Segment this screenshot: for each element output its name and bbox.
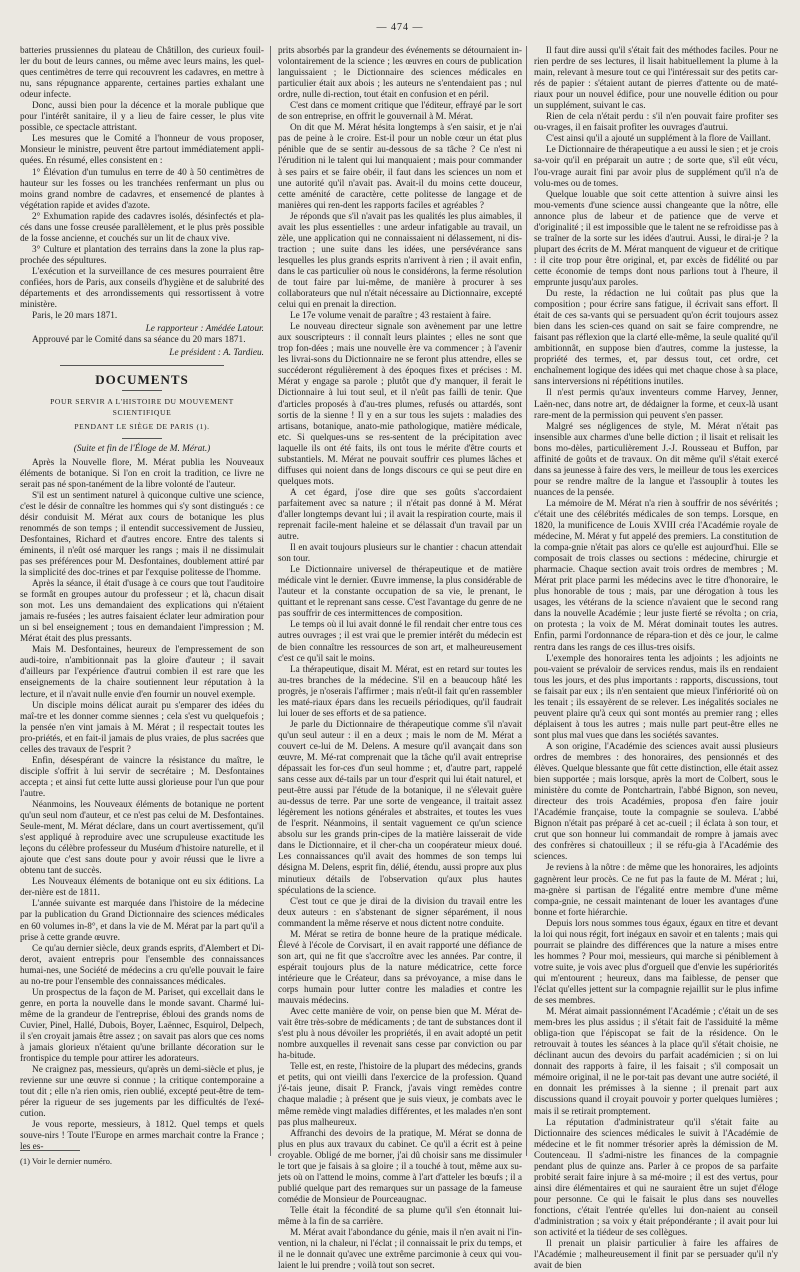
paragraph: Quelque louable que soit cette attention à suivre ainsi les mou-vements d'une science aussi changeante que la nôtre, elle annonce plus de labeur et de patience que de verve et d'originalité ; il est impossible que le talent ne se refroidisse pas à se traîner de la sorte sur les idées d'autrui. Aussi, le dirai-je ? la plupart des écrits de M. Mérat manquent de vigueur et de critique : il cite trop pour être original, et, par excès de fidélité ou par cette économie de temps dont nous parlions tout à l'heure, il emprunte jusqu'aux paroles. (534, 189, 778, 288)
paragraph: Affranchi des devoirs de la pratique, M. Mérat se donna de plus en plus aux travaux du cabinet. Ce qu'il a écrit est à peine croyable. Obligé de me borner, j'ai dû choisir sans me dissimuler le tort que je faisais à sa gloire ; il a touché à tout, même aux su-jets où on l'attend le moins, comme à l'art d'atteler les bœufs ; il a publié quelque part des remarques sur un passage de la fameuse comédie de Monsieur de Pourceaugnac. (278, 1128, 522, 1205)
paragraph: Le 17e volume venait de paraître ; 43 restaient à faire. (290, 311, 492, 322)
paragraph: Depuis lors nous sommes tous égaux, égaux en titre et devant la loi qui nous régit, fort inégaux en savoir et en talents ; mais qui pourrait se plaindre des différences que la nature a mises entre les hommes ? Pour moi, messieurs, qui marche si péniblement à votre suite, je vois avec plus d'orgueil que d'envie les supériorités qui m'entourent ; heureux, dans ma faiblesse, de penser que l'éclat qu'elles jettent sur la compagnie rejaillit sur le plus infime de ses membres. (534, 918, 778, 1007)
paragraph: La réputation d'administrateur qu'il s'était faite au Dictionnaire des sciences médicales le suivit à l'Académie de médecine et le fit nommer trésorier après la démission de M. Coutenceau. Il s'admi-nistre les finances de la compagnie pendant plus de quinze ans. Parler à ce propos de sa parfaite probité serait faire injure à sa mé-moire ; il est des vertus, pour ainsi dire élémentaires et qui ne sauraient être un sujet d'éloge pour personne. Ce qui le faisait le plus dans ses nouvelles fonctions, c'était l'entrée qu'elles lui don-naient au conseil d'administration ; sa voix y était prépondérante ; il avait pour lui son activité et la tiédeur de ses collègues. (534, 1117, 778, 1239)
paragraph: Il n'est permis qu'aux inventeurs comme Harvey, Jenner, Laën-nec, dans notre art, de dédaigner la forme, et ceux-là usant rare-ment de la permission qui peuvent s'en passer. (534, 388, 778, 421)
paragraph: prits absorbés par la grandeur des événements se détournaient in-volontairement de la science ; les œuvres en cours de publication languissaient ; le Dictionnaire des sciences médicales en particulier était aux abois ; les auteurs ne s'entendaient pas ; nul ordre, nulle di-rection, tout était en confusion et en péril. (278, 46, 522, 101)
paragraph: C'est ainsi qu'il a ajouté un supplément à la flore de Vaillant. (546, 134, 771, 145)
paragraph: Un prospectus de la façon de M. Pariset, qui excellait dans le genre, en porta la nouvelle dans le monde savant. Charmé lui-même de la grandeur de l'entreprise, ébloui des grands noms de Cuvier, Pinel, Hallé, Dubois, Boyer, Laënnec, Esquirol, Delpech, il s'en croyait jamais être assez ; on savait pas alors que ces noms à jamais glorieux n'étaient qu'une brillante décoration sur le frontispice du temple pour attirer les adorateurs. (20, 987, 264, 1065)
paragraph: S'il est un sentiment naturel à quiconque cultive une science, c'est le désir de connaître les hommes qui s'y sont distingués : ce désir conduisit M. Mérat aux cours de botanique les plus renommés de son temps ; il entendit successivement de Jussieu, Desfontaines, Richard et d'autres encore. Entre des talents si éminents, il n'eût osé marquer les rangs ; mais il ne dissimulait pas ses préférences pour M. Desfontaines, doublement attiré par la simplicité des doc-trines et par l'exquise politesse de l'homme. (20, 490, 264, 579)
date-line: Paris, le 20 mars 1871. (32, 311, 118, 322)
paragraph: Le Dictionnaire universel de thérapeutique et de matière médicale vint le dernier. Œuvre immense, la plus considérable de l'auteur et la constante occupation de sa vie, le prenant, le quittant et le reprenant sans cesse. C'est l'avantage du genre de ne pas souffrir de ces intermittences de composition. (278, 565, 522, 620)
paragraph: A cet égard, j'ose dire que ses goûts s'accordaient parfaitement avec sa nature ; il n'était pas donné à M. Mérat d'aller longtemps devant lui ; il avait la respiration courte, mais il reprenait facile-ment haleine et se délassait d'un travail par un autre. (278, 487, 522, 543)
paragraph: Le Dictionnaire de thérapeutique a eu aussi le sien ; et je crois sa-voir qu'il en préparait un autre ; de sorte que, s'il eût vécu, l'ou-vrage aurait fini par avoir plus de supplément qu'il n'a de volu-mes ou de tomes. (534, 145, 778, 189)
paragraph: Je réponds que s'il n'avait pas les qualités les plus aimables, il avait les plus essentielles : une ardeur infatigable au travail, un zèle, une application qui ne connaissaient ni délassement, ni dis-traction ; une suite dans les idées, une persévérance sans lesquelles les plus grands esprits n'arrivent à rien ; il avait enfin, dans le cas particulier où nous le considérons, la ferme résolution de tout faire par lui-même, de manière à procurer à ses collaborateurs que nul n'était nécessaire au Dictionnaire, excepté celui qui en prenait la direction. (278, 211, 522, 311)
paragraph: Le nouveau directeur signale son avènement par une lettre aux souscripteurs : il connaît leurs plaintes ; elles ne sont que trop fon-dées ; mais une nouvelle ère va commencer ; à l'avenir les livrai-sons du Dictionnaire ne se feront plus attendre, elles se succéderont régulièrement à des époques fixes et précises : M. Mérat y engage sa parole ; plutôt que d'y manquer, il ferait le Dictionnaire à lui tout seul, et il n'eût pas failli de tenir. Que d'articles proposés à d'au-tres plumes, refusés ou attardés, sont sortis de la sienne ! Il y en a sur tous les sujets : maladies des artisans, botanique, anato-mie pathologique, matière médicale, etc. Si quelques-uns se res-sentent de la précipitation avec laquelle ils ont été faits, ils ont tous le mérite d'être courts et substantiels. M. Mérat ne pouvait souffrir ces plumes lâches et diffuses qui noient dans de longs discours ce qui se peut dire en quelques mots. (278, 322, 522, 487)
paragraph: Après la séance, il était d'usage à ce cours que tout l'auditoire se formât en groupes autour du professeur ; et là, chacun disait son mot. Les uns demandaient des explications qui n'étaient jamais re-fusées ; les autres faisaient éclater leur admiration pour un si bel enseignement ; tous en demandaient l'impression ; M. Mérat était des plus pressants. (20, 579, 264, 645)
section-divider (60, 365, 224, 366)
section-subheading: POUR SERVIR A L'HISTOIRE DU MOUVEMENT SCIENTIFIQUE (50, 397, 234, 418)
column-1 (20, 46, 264, 1158)
paragraph: On dit que M. Mérat hésita longtemps à s'en saisir, et je n'ai pas de peine à le croire. Est-il pour un noble cœur un état plus pénible que de se sentir au-dessous de sa tâche ? Ce n'est ni l'érudition ni le talent qui lui manquaient ; mais pour commander à ses pairs et se faire obéir, il faut dans les sciences un nom et une autorité qu'il n'avait pas. Avait-il du moins cette douceur, cette aménité de caractère, cette politesse de langage et de manières qui ren-dent les rapports faciles et agréables ? (278, 123, 522, 211)
paragraph: Néanmoins, les Nouveaux éléments de botanique ne portent qu'un seul nom d'auteur, et ce n'est pas celui de M. Desfontaines. Seule-ment, M. Mérat déclare, dans un court avertissement, qu'il s'est appliqué à reproduire avec une scrupuleuse exactitude les leçons du célèbre professeur du Muséum d'histoire naturelle, et il ajoute que c'est sans doute pour y avoir réussi que le livre a obtenu tant de succès. (20, 800, 264, 877)
paragraph: Le temps où il lui avait donné le fil rendait cher entre tous ces autres ouvrages ; il est vrai que le premier intérêt du médecin est de bien connaître les ressources de son art, et malheureusement c'est ce qu'il sait le moins. (278, 620, 522, 664)
paragraph: 1° Élévation d'un tumulus en terre de 40 à 50 centimètres de hauteur sur les fosses ou les tranchées renfermant un plus ou moins grand nombre de cadavres, et ensemencé de plantes à végétation rapide et avides d'azote. (20, 167, 264, 211)
paragraph: Je reviens à la nôtre : de même que les honoraires, les adjoints gagnèrent leur procès. Ce ne fut pas la faute de M. Mérat ; lui, ma-gnère si partisan de l'égalité entre membre d'une même compa-gnie, ne cessait maintenant de louer les avantages d'une bonne et forte hiérarchie. (534, 863, 778, 918)
paragraph: Avec cette manière de voir, on pense bien que M. Mérat de-vait être très-sobre de médicaments ; de tant de substances dont il s'est plu à nous dévoiler les propriétés, il en avait adopté un petit nombre auxquelles il revenait sans cesse par conviction ou par ha-bitude. (278, 1007, 522, 1062)
paragraph: L'exemple des honoraires tenta les adjoints ; les adjoints ne pou-vaient se prévaloir de services rendus, mais ils en rendaient tous les jours, et des plus importants : rapports, discussions, tout se faisait par eux ; ils n'en sentaient que mieux l'infériorité où on les tenait ; ils essayèrent de se relever. Les inégalités sociales ne peuvent plaire qu'à ceux qui sont montés au premier rang ; elles déplaisent à tous les autres ; mais nulle part peut-être elles ne sont plus mal vues que dans les sociétés savantes. (534, 653, 778, 741)
paragraph: Du reste, la rédaction ne lui coûtait pas plus que la composition ; pour écrire sans fatigue, il écrivait sans effort. Il était de ces sa-vants qui se persuadent qu'on écrit toujours assez bien dans les scien-ces quand on sait se faire comprendre, ne faisant pas réflexion que la clarté elle-même, la seule qualité qu'il ambitionnât, en suppose bien d'autres, comme la justesse, la propriété des termes, et, par dessus tout, cet ordre, cet enchaînement logique des idées qui met chaque chose à sa place, sans interversions ni répétitions inutiles. (534, 289, 778, 388)
paragraph: Donc, aussi bien pour la décence et la morale publique que pour l'intérêt sanitaire, il y a lieu de faire cesser, le plus vite possible, ce spectacle attristant. (20, 101, 264, 134)
rapporteur-signature: Le rapporteur : Amédée Latour. (145, 324, 264, 335)
paragraph: C'est dans ce moment critique que l'éditeur, effrayé par le sort de son entreprise, en offrit le gouvernail à M. Mérat. (278, 101, 522, 123)
paragraph: Il prenait un plaisir particulier à faire les affaires de l'Académie ; malheureusement il finit par se persuader qu'il n'y avait de bien (534, 1239, 778, 1272)
paragraph: Les mesures que le Comité a l'honneur de vous proposer, Monsieur le ministre, peuvent être partout immédiatement appli-quées. En résumé, elles consistent en : (20, 134, 264, 167)
paragraph: Ne craignez pas, messieurs, qu'après un demi-siècle et plus, je revienne sur une œuvre si connue ; la critique contemporaine a tout dit ; elle n'a rien omis, rien oublié, excepté peut-être de tem-pérer la rigueur de ses jugements par les difficultés de l'exé-cution. (20, 1065, 264, 1120)
paragraph: Après la Nouvelle flore, M. Mérat publia les Nouveaux éléments de botanique. Si l'on en croit la tradition, ce livre ne serait pas né spon-tanément de la libre volonté de l'auteur. (20, 457, 264, 490)
column-2 (278, 46, 522, 1272)
paragraph: A son origine, l'Académie des sciences avait aussi plusieurs ordres de membres : des honoraires, des pensionnés et des élèves. Quelque blessante que fût cette distinction, elle était assez bien supportée ; mais lorsque, après la mort de Colbert, sous le ministère du comte de Pontchartrain, l'abbé Bignon, son neveu, directeur des trois Académies, proposa d'en faire jouir l'Académie française, toute la compagnie se souleva. L'abbé Bignon n'était pas préparé à cet ac-cueil ; il éclata à son tour, et crut que son honneur lui commandait de rompre à jamais avec des confrères si chatouilleux ; il se réfu-gia à l'Académie des sciences. (534, 741, 778, 863)
paragraph: Malgré ses négligences de style, M. Mérat n'était pas insensible aux charmes d'une belle diction ; il lisait et relisait les bons mo-dèles, particulièrement J.-J. Rousseau et Buffon, par affinité de goûts et de travaux. On dit même qu'il s'était exercé dans sa jeunesse à faire des vers, le meilleur de tous les exercices pour se rendre maître de la langue et l'assouplir à toutes les nuances de la pensée. (534, 421, 778, 498)
president-signature: Le président : A. Tardieu. (169, 348, 264, 359)
column-3 (534, 46, 778, 1272)
paragraph: M. Mérat avait l'abondance du génie, mais il n'en avait ni l'in-vention, ni la chaleur, ni l'éclat ; il connaissait le prix du temps, et il ne le donnait qu'avec une extrême parcimonie à ceux qui vou-laient le lui prendre ; voilà tout son secret. (278, 1228, 522, 1272)
section-subheading: PENDANT LE SIÈGE DE PARIS (1). (74, 422, 210, 432)
paragraph: L'année suivante est marquée dans l'histoire de la médecine par la publication du Grand Dictionnaire des sciences médicales en 60 volumes in-8°, et dans la vie de M. Mérat par la part qu'il a prise à cette grande œuvre. (20, 899, 264, 943)
paragraph: La mémoire de M. Mérat n'a rien à souffrir de nos sévérités ; c'était une des célébrités médicales de son temps. Lorsque, en 1820, la munificence de Louis XVIII créa l'Académie royale de médecine, M. Mérat y fut appelé des premiers. La constitution de la compa-gnie n'était pas alors ce qu'elle est aujourd'hui. Elle se composait de trois classes ou sections : médecine, chirurgie et pharmacie. Chaque section avait trois ordres de membres ; M. Mérat prit place parmi les médecins avec le titre d'honoraire, le plus honorable de tous ; mais, par une dérogation à tous les usages, les vétérans de la science n'avaient que le second rang dans la nouvelle Académie ; leur juste fierté se révolta ; on cria, on protesta ; la voix de M. Mérat dominait toutes les autres. Enfin, parmi l'ordonnance de répara-tion et dès ce jour, le calme rentra dans les rangs de ces illus-tres oisifs. (534, 498, 778, 653)
footnote-rule (20, 1150, 80, 1151)
column-rule (270, 46, 271, 1156)
page-number: — 474 — (376, 22, 424, 33)
paragraph: Il en avait toujours plusieurs sur le chantier : chacun attendait son tour. (278, 543, 522, 565)
paragraph: 2° Exhumation rapide des cadavres isolés, désinfectés et pla-cés dans une fosse creusée parallèlement, et le plus près possible de la fosse ancienne, et couchés sur un lit de chaux vive. (20, 211, 264, 244)
section-heading: DOCUMENTS (95, 372, 189, 388)
heading-divider (122, 438, 162, 439)
paragraph: M. Mérat se retira de bonne heure de la pratique médicale. Élevé à l'école de Corvisart, il en avait rapporté une défiance de son art, qui ne fit que s'accroître avec les années. Par contre, il espérait toujours plus de la nature médicatrice, cette force intérieure que le Créateur, dans sa prévoyance, a mise dans le corps humain pour lutter contre les maladies et contre les mauvais médecins. (278, 929, 522, 1007)
paragraph: Un disciple moins délicat aurait pu s'emparer des idées du maî-tre et les donner comme siennes ; cela s'est vu quelquefois ; la pensée n'en vint jamais à M. Mérat ; il respectait toutes les pro-priétés, et en fait-il jamais de plus vraies, de plus sacrées que celles des travaux de l'esprit ? (20, 700, 264, 755)
column-rule (526, 46, 527, 1156)
paragraph: Enfin, désespérant de vaincre la résistance du maître, le disciple s'offrit à lui servir de secrétaire ; M. Desfontaines accepta ; et ainsi fut cette lutte aussi glorieuse pour l'un que pour l'autre. (20, 755, 264, 799)
paragraph: Ce qu'au dernier siècle, deux grands esprits, d'Alembert et Di-derot, avaient entrepris pour l'ensemble des connaissances humai-nes, une Société de médecins a cru qu'elle pouvait le faire au no-tre pour l'ensemble des connaissances médicales. (20, 943, 264, 987)
approval-line: Approuvé par le Comité dans sa séance du 20 mars 1871. (32, 335, 246, 346)
heading-divider (122, 390, 162, 391)
paragraph: Les Nouveaux éléments de botanique ont eu six éditions. La der-nière est de 1811. (20, 877, 264, 899)
paragraph: Telle était la fécondité de sa plume qu'il s'en étonnait lui-même à la fin de sa carrière. (278, 1205, 522, 1227)
paragraph: Rien de cela n'était perdu : s'il n'en pouvait faire profiter ses ou-vrages, il en faisait profiter les ouvrages d'autrui. (534, 112, 778, 134)
paragraph: 3° Culture et plantation des terrains dans la zone la plus rap-prochée des sépultures. (20, 244, 264, 266)
article-continuation: (Suite et fin de l'Éloge de M. Mérat.) (73, 443, 211, 454)
paragraph: La thérapeutique, disait M. Mérat, est en retard sur toutes les au-tres branches de la médecine. S'il en a beaucoup hâté les progrès, je n'oserais l'affirmer ; mais n'eût-il fait qu'en rassembler les maté-riaux épars dans les recueils périodiques, qu'il faudrait lui louer de ses efforts et de sa patience. (278, 664, 522, 719)
paragraph: L'exécution et la surveillance de ces mesures pourraient être confiées, hors de Paris, aux conseils d'hygiène et de salubrité des départements et des arrondissements qui ressortissent à votre ministère. (20, 266, 264, 311)
paragraph: Il faut dire aussi qu'il s'était fait des méthodes faciles. Pour ne rien perdre de ses lectures, il lisait habituellement la plume à la main, relevant à mesure tout ce qui l'intéressait sur des petits car-rés de papier : s'étaient autant de pierres d'attente ou de maté-riaux pour un nouvel édifice, pour une nouvelle édition ou pour un supplément, suivant le cas. (534, 46, 778, 112)
paragraph: M. Mérat aimait passionnément l'Académie ; c'était un de ses mem-bres les plus assidus ; il s'était fait de l'assiduité la même obliga-tion que l'épiscopat se fait de la résidence. On le retrouvait à toutes les séances à la place qu'il s'était choisie, ne déclinant aucun des devoirs du parfait académicien ; si on lui donnait des rapports à faire, il les faisait ; s'il composait un mémoire original, il ne le por-tait pas devant une autre société, il en donnait les prémisses à la sienne ; il prenait part aux discussions quand il croyait pouvoir y porter quelques lumières ; mais il se retirait promptement. (534, 1007, 778, 1117)
paragraph: C'est tout ce que je dirai de la division du travail entre les deux auteurs : en s'abstenant de signer séparément, il nous commandent la même réserve et nous dictent notre conduite. (278, 896, 522, 929)
paragraph: Je vous reporte, messieurs, à 1812. Quel temps et quels souve-nirs ! Toute l'Europe en armes marchait contre la France ; les es- (20, 1120, 264, 1153)
paragraph: Mais M. Desfontaines, heureux de l'empressement de son audi-toire, n'ambitionnait pas la gloire d'auteur ; il savait d'ailleurs par l'expérience d'autrui combien il est rare que les enseignements de la chaire soutiennent leur réputation à la lecture, et il n'avait nulle envie d'en fournir un nouvel exemple. (20, 645, 264, 700)
paragraph: Telle est, en reste, l'histoire de la plupart des médecins, grands et petits, qui ont vieilli dans l'exercice de la profession. Quand j'é-tais jeune, disait P. Franck, j'avais vingt remèdes contre chaque maladie ; à présent que je suis vieux, je combats avec le même remède vingt maladies différentes, et les malades n'en sont pas plus malheureux. (278, 1062, 522, 1128)
paragraph: Je parle du Dictionnaire de thérapeutique comme s'il n'avait qu'un seul auteur : il en a deux ; mais le nom de M. Mérat a couvert ce-lui de M. Delens. A mesure qu'il avançait dans son œuvre, M. Mé-rat comprenait que la tâche qu'il avait entreprise dépassait les for-ces d'un seul homme ; et, d'autre part, rappelé sans cesse aux dé-tails par un tour d'esprit qui lui était naturel, et peut-être aussi par l'étude de la botanique, il ne s'élevait guère au-dessus de terre. Par une sorte de vengeance, il traitait assez légèrement les notions générales et abstraites, et toutes les vues de l'esprit. Néanmoins, il sentait vaguement ce qu'un science absolu sur les grands prin-cipes de la matière laisserait de vide dans le Dictionnaire, et il cher-cha un coopérateur mieux doué. Les connaissances qu'il avait des hommes de son temps lui désigna M. Delens, esprit fin, délié, étendu, aussi propre aux plus minutieux détails de l'observation qu'aux plus hautes spéculations de la science. (278, 719, 522, 896)
footnote: (1) Voir le dernier numéro. (20, 1156, 113, 1166)
paragraph: batteries prussiennes du plateau de Châtillon, des curieux fouil-ler du bout de leurs cannes, ou même avec leurs mains, les quel-ques centimètres de terre qui recouvrent les cadavres, en mettre à nu, sans répugnance apparente, certaines parties exhalant une odeur infecte. (20, 46, 264, 101)
